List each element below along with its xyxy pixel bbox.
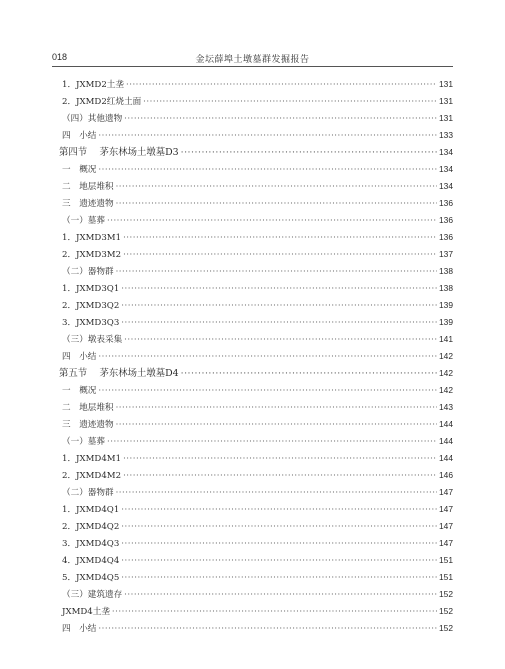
dot-leader <box>121 281 437 298</box>
dot-leader <box>107 213 437 230</box>
toc-entry-label: 二 地层堆积 <box>62 182 114 192</box>
toc-entry-label: （四）其他遗物 <box>62 114 123 124</box>
toc-entry-label: 2．JXMD3M2 <box>62 250 122 260</box>
toc-entry-label: 四 小结 <box>62 624 97 634</box>
toc-entry-page: 142 <box>439 351 453 361</box>
toc-entry-label: 一 概况 <box>62 165 97 175</box>
toc-entry-label: 2．JXMD3Q2 <box>62 301 120 311</box>
toc-entry-page: 144 <box>439 436 453 446</box>
toc-entry <box>62 212 453 229</box>
toc-entry-label: 1．JXMD3Q1 <box>62 284 120 294</box>
toc-entry-page: 139 <box>439 317 453 327</box>
dot-leader <box>112 604 437 621</box>
dot-leader <box>123 468 437 485</box>
table-of-contents <box>59 76 453 637</box>
toc-entry-label: 第四节 茅东林场土墩墓D3 <box>59 147 179 158</box>
toc-entry-label: 3．JXMD3Q3 <box>62 318 120 328</box>
dot-leader <box>98 383 437 400</box>
dot-leader <box>121 315 437 332</box>
dot-leader <box>116 179 437 196</box>
toc-entry-page: 131 <box>439 113 453 123</box>
toc-entry <box>62 501 453 518</box>
dot-leader <box>121 570 437 587</box>
toc-entry-label: JXMD4土垄 <box>62 607 110 617</box>
toc-entry <box>62 314 453 331</box>
toc-entry-page: 139 <box>439 300 453 310</box>
toc-entry <box>62 467 453 484</box>
dot-leader <box>121 519 437 536</box>
dot-leader <box>121 502 437 519</box>
toc-entry-label: 1．JXMD3M1 <box>62 233 122 243</box>
toc-entry <box>62 535 453 552</box>
toc-entry <box>62 620 453 637</box>
toc-entry <box>62 416 453 433</box>
toc-entry-label: 3．JXMD4Q3 <box>62 539 120 549</box>
toc-entry-page: 147 <box>439 487 453 497</box>
toc-entry-page: 151 <box>439 555 453 565</box>
toc-entry-label: 5．JXMD4Q5 <box>62 573 120 583</box>
dot-leader <box>98 621 437 638</box>
toc-entry <box>62 331 453 348</box>
toc-entry-page: 152 <box>439 623 453 633</box>
dot-leader <box>121 536 437 553</box>
toc-entry <box>62 603 453 620</box>
toc-entry-page: 147 <box>439 521 453 531</box>
dot-leader <box>126 77 437 94</box>
toc-entry-page: 138 <box>439 283 453 293</box>
toc-entry-label: 二 地层堆积 <box>62 403 114 413</box>
toc-entry-label: （三）墩表采集 <box>62 335 123 345</box>
toc-entry <box>62 110 453 127</box>
toc-entry-label: 4．JXMD4Q4 <box>62 556 120 566</box>
toc-entry-page: 134 <box>439 147 453 157</box>
dot-leader <box>124 111 437 128</box>
toc-entry-page: 143 <box>439 402 453 412</box>
toc-entry <box>62 195 453 212</box>
toc-entry <box>62 229 453 246</box>
toc-entry-page: 136 <box>439 215 453 225</box>
toc-entry-page: 151 <box>439 572 453 582</box>
toc-entry <box>62 433 453 450</box>
toc-entry <box>62 569 453 586</box>
toc-entry-page: 137 <box>439 249 453 259</box>
dot-leader <box>116 417 437 434</box>
toc-entry-page: 142 <box>439 385 453 395</box>
dot-leader <box>124 332 437 349</box>
toc-entry-label: （一）墓葬 <box>62 216 105 226</box>
toc-entry-label: 2．JXMD4Q2 <box>62 522 120 532</box>
toc-entry-label: 四 小结 <box>62 352 97 362</box>
page-number: 018 <box>52 52 68 62</box>
toc-entry-page: 138 <box>439 266 453 276</box>
dot-leader <box>107 434 437 451</box>
dot-leader <box>143 94 437 111</box>
toc-entry-label: （二）器物群 <box>62 488 114 498</box>
toc-section-entry <box>59 365 453 382</box>
dot-leader <box>98 349 437 366</box>
toc-entry-page: 134 <box>439 164 453 174</box>
dot-leader <box>116 196 437 213</box>
toc-entry-label: 三 遗迹遗物 <box>62 420 114 430</box>
dot-leader <box>116 264 437 281</box>
page-header <box>52 50 453 67</box>
toc-entry-page: 144 <box>439 453 453 463</box>
toc-entry-page: 152 <box>439 606 453 616</box>
dot-leader <box>116 485 437 502</box>
toc-entry <box>62 93 453 110</box>
toc-entry-page: 146 <box>439 470 453 480</box>
toc-entry-page: 141 <box>439 334 453 344</box>
toc-section-entry <box>59 144 453 161</box>
dot-leader <box>116 400 437 417</box>
toc-entry-page: 131 <box>439 79 453 89</box>
toc-entry-page: 144 <box>439 419 453 429</box>
toc-entry-label: 一 概况 <box>62 386 97 396</box>
toc-entry <box>62 586 453 603</box>
book-title: 金坛薛埠土墩墓群发掘报告 <box>195 55 310 65</box>
dot-leader <box>181 144 437 161</box>
toc-entry <box>62 178 453 195</box>
toc-entry-label: 1．JXMD2土垄 <box>62 80 124 90</box>
toc-entry-label: （一）墓葬 <box>62 437 105 447</box>
toc-entry-page: 131 <box>439 96 453 106</box>
toc-entry-page: 142 <box>439 368 453 378</box>
toc-entry-label: 1．JXMD4Q1 <box>62 505 120 515</box>
toc-entry <box>62 161 453 178</box>
toc-entry <box>62 518 453 535</box>
dot-leader <box>121 298 437 315</box>
toc-entry <box>62 246 453 263</box>
dot-leader <box>123 230 437 247</box>
toc-entry <box>62 76 453 93</box>
dot-leader <box>181 365 437 382</box>
toc-entry-label: （三）建筑遗存 <box>62 590 123 600</box>
toc-entry <box>62 382 453 399</box>
toc-entry-page: 152 <box>439 589 453 599</box>
toc-entry-page: 147 <box>439 504 453 514</box>
dot-leader <box>123 451 437 468</box>
dot-leader <box>98 162 437 179</box>
toc-entry <box>62 263 453 280</box>
toc-entry <box>62 552 453 569</box>
toc-entry-label: 1．JXMD4M1 <box>62 454 122 464</box>
toc-entry <box>62 280 453 297</box>
toc-entry-label: （二）器物群 <box>62 267 114 277</box>
toc-entry-label: 三 遗迹遗物 <box>62 199 114 209</box>
toc-entry-label: 四 小结 <box>62 131 97 141</box>
toc-entry <box>62 399 453 416</box>
toc-entry <box>62 297 453 314</box>
dot-leader <box>123 247 437 264</box>
toc-entry <box>62 348 453 365</box>
dot-leader <box>98 128 437 145</box>
dot-leader <box>121 553 437 570</box>
toc-entry <box>62 450 453 467</box>
toc-entry-page: 134 <box>439 181 453 191</box>
toc-entry-page: 136 <box>439 198 453 208</box>
toc-entry <box>62 484 453 501</box>
toc-entry-page: 147 <box>439 538 453 548</box>
dot-leader <box>124 587 437 604</box>
toc-entry-label: 2．JXMD4M2 <box>62 471 122 481</box>
toc-entry <box>62 127 453 144</box>
toc-entry-page: 133 <box>439 130 453 140</box>
toc-entry-page: 136 <box>439 232 453 242</box>
toc-entry-label: 2．JXMD2红烧土面 <box>62 97 142 107</box>
toc-entry-label: 第五节 茅东林场土墩墓D4 <box>59 368 179 379</box>
